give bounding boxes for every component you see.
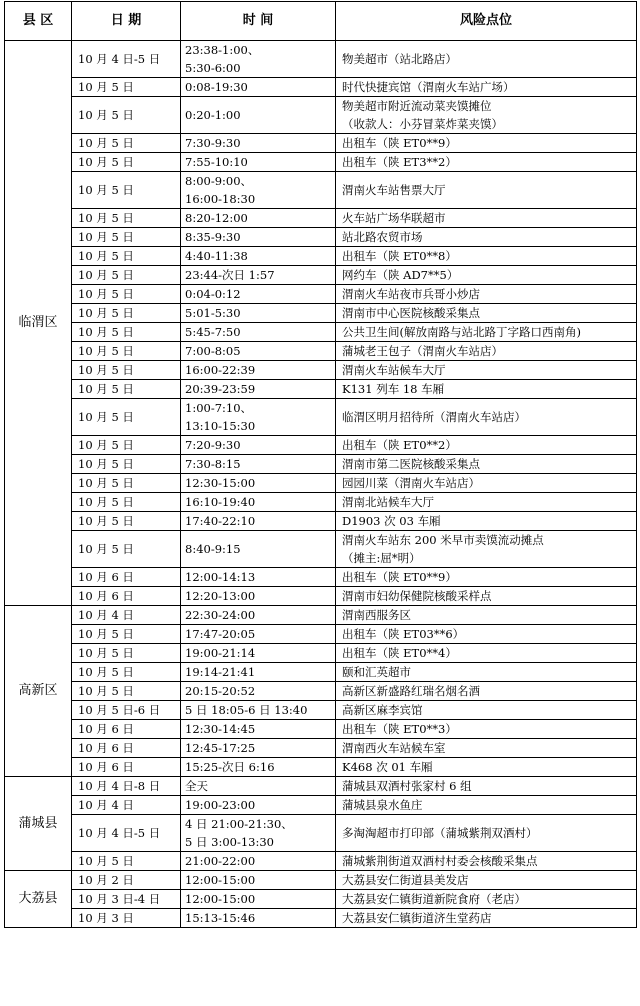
date-cell: 10 月 5 日 (72, 682, 181, 701)
location-cell (336, 247, 637, 266)
date-cell: 10 月 6 日 (72, 568, 181, 587)
time-cell (181, 493, 336, 512)
time-line: 7:55-10:10 (185, 155, 248, 169)
date-cell: 10 月 6 日 (72, 720, 181, 739)
table-row (5, 436, 637, 455)
location-line: 渭南西服务区 (342, 608, 411, 622)
time-line: 15:25-次日 6:16 (185, 760, 275, 774)
location-cell (336, 625, 637, 644)
time-cell (181, 134, 336, 153)
location-line: 高新区新盛路红瑞名烟名酒 (342, 684, 480, 698)
location-cell (336, 531, 637, 568)
time-cell (181, 380, 336, 399)
time-line: 21:00-22:00 (185, 854, 256, 868)
location-cell (336, 606, 637, 625)
date-cell: 10 月 4 日-5 日 (72, 815, 181, 852)
location-cell (336, 323, 637, 342)
location-line: 渭南火车站候车大厅 (342, 363, 446, 377)
location-cell (336, 304, 637, 323)
time-line: 17:40-22:10 (185, 514, 256, 528)
table-header-row (5, 2, 637, 41)
time-cell (181, 474, 336, 493)
time-line: 15:13-15:46 (185, 911, 256, 925)
location-line: 园园川菜（渭南火车站店） (342, 476, 480, 490)
location-line: 高新区麻李宾馆 (342, 703, 423, 717)
date-cell: 10 月 5 日 (72, 512, 181, 531)
location-cell (336, 682, 637, 701)
location-cell (336, 512, 637, 531)
location-line: 站北路农贸市场 (342, 230, 423, 244)
location-cell (336, 41, 637, 78)
time-cell (181, 663, 336, 682)
date-cell: 10 月 4 日-8 日 (72, 777, 181, 796)
table-row (5, 512, 637, 531)
table-row (5, 134, 637, 153)
header-date: 日 期 (72, 2, 181, 41)
location-cell (336, 909, 637, 928)
table-row (5, 852, 637, 871)
date-cell: 10 月 6 日 (72, 739, 181, 758)
table-row (5, 209, 637, 228)
time-cell (181, 304, 336, 323)
date-cell: 10 月 5 日 (72, 399, 181, 436)
location-line: 渭南火车站东 200 米早市卖馍流动摊点 (342, 533, 544, 547)
time-line: 16:00-18:30 (185, 192, 256, 206)
location-cell (336, 436, 637, 455)
table-row (5, 871, 637, 890)
table-row (5, 97, 637, 134)
location-cell (336, 796, 637, 815)
date-cell: 10 月 5 日 (72, 663, 181, 682)
location-line: 多淘淘超市打印部（蒲城紫荆双酒村） (342, 826, 538, 840)
location-cell (336, 266, 637, 285)
location-cell (336, 153, 637, 172)
county-cell: 蒲城县 (5, 777, 72, 871)
date-cell: 10 月 5 日 (72, 228, 181, 247)
time-cell (181, 909, 336, 928)
location-cell (336, 493, 637, 512)
time-line: 23:38-1:00、 (185, 43, 260, 57)
risk-table (4, 1, 637, 928)
table-row (5, 228, 637, 247)
location-cell (336, 399, 637, 436)
table-row (5, 587, 637, 606)
time-cell (181, 361, 336, 380)
table-row (5, 606, 637, 625)
location-line: 颐和汇英超市 (342, 665, 411, 679)
table-row (5, 568, 637, 587)
table-row (5, 172, 637, 209)
location-line: 物美超市附近流动菜夹馍摊位 (342, 99, 492, 113)
location-line: 出租车（陕 ET3**2） (342, 155, 457, 169)
location-line: 蒲城老王包子（渭南火车站店） (342, 344, 503, 358)
time-line: 5:45-7:50 (185, 325, 241, 339)
location-line: 出租车（陕 ET0**2） (342, 438, 457, 452)
time-line: 7:20-9:30 (185, 438, 241, 452)
time-cell (181, 285, 336, 304)
date-cell: 10 月 5 日-6 日 (72, 701, 181, 720)
location-line: （收款人：小芬冒菜炸菜夹馍） (342, 117, 503, 131)
date-cell: 10 月 5 日 (72, 78, 181, 97)
table-row (5, 342, 637, 361)
time-cell (181, 777, 336, 796)
location-cell (336, 871, 637, 890)
location-cell (336, 285, 637, 304)
table-row (5, 815, 637, 852)
date-cell: 10 月 6 日 (72, 587, 181, 606)
time-line: 0:04-0:12 (185, 287, 241, 301)
location-line: （摊主:屈*明） (342, 551, 421, 565)
location-cell (336, 361, 637, 380)
county-cell: 临渭区 (5, 41, 72, 606)
time-line: 19:14-21:41 (185, 665, 256, 679)
location-cell (336, 97, 637, 134)
time-cell (181, 512, 336, 531)
time-cell (181, 871, 336, 890)
table-row (5, 701, 637, 720)
time-cell (181, 720, 336, 739)
table-row (5, 493, 637, 512)
location-cell (336, 852, 637, 871)
location-line: 渭南市中心医院核酸采集点 (342, 306, 480, 320)
table-row (5, 796, 637, 815)
time-line: 5 日 18:05-6 日 13:40 (185, 703, 308, 717)
time-line: 7:00-8:05 (185, 344, 241, 358)
time-line: 全天 (185, 779, 208, 793)
time-cell (181, 796, 336, 815)
time-cell (181, 568, 336, 587)
table-row (5, 777, 637, 796)
header-time: 时 间 (181, 2, 336, 41)
table-row (5, 323, 637, 342)
time-line: 5:01-5:30 (185, 306, 241, 320)
location-line: 大荔县安仁街道县美发店 (342, 873, 469, 887)
time-line: 12:20-13:00 (185, 589, 256, 603)
time-cell (181, 342, 336, 361)
time-line: 19:00-21:14 (185, 646, 256, 660)
table-row (5, 663, 637, 682)
location-line: 公共卫生间(解放南路与站北路丁字路口西南角) (342, 325, 581, 339)
date-cell: 10 月 3 日-4 日 (72, 890, 181, 909)
time-line: 1:00-7:10、 (185, 401, 253, 415)
time-cell (181, 209, 336, 228)
table-row (5, 361, 637, 380)
time-line: 13:10-15:30 (185, 419, 256, 433)
location-cell (336, 587, 637, 606)
time-line: 19:00-23:00 (185, 798, 256, 812)
time-line: 20:15-20:52 (185, 684, 256, 698)
time-cell (181, 682, 336, 701)
time-cell (181, 228, 336, 247)
time-line: 16:10-19:40 (185, 495, 256, 509)
table-row (5, 474, 637, 493)
date-cell: 10 月 5 日 (72, 134, 181, 153)
time-line: 12:00-15:00 (185, 892, 256, 906)
time-line: 8:35-9:30 (185, 230, 241, 244)
location-line: K131 列车 18 车厢 (342, 382, 445, 396)
location-line: 蒲城县双酒村张家村 6 组 (342, 779, 472, 793)
time-cell (181, 587, 336, 606)
time-line: 4:40-11:38 (185, 249, 248, 263)
date-cell: 10 月 5 日 (72, 304, 181, 323)
location-line: 渭南市妇幼保健院核酸采样点 (342, 589, 492, 603)
location-cell (336, 777, 637, 796)
time-cell (181, 172, 336, 209)
time-line: 8:20-12:00 (185, 211, 248, 225)
date-cell: 10 月 4 日 (72, 606, 181, 625)
time-cell (181, 625, 336, 644)
location-line: 大荔县安仁镇街道新院食府（老店） (342, 892, 526, 906)
table-row (5, 644, 637, 663)
location-line: 临渭区明月招待所（渭南火车站店） (342, 410, 526, 424)
time-cell (181, 455, 336, 474)
time-cell (181, 890, 336, 909)
date-cell: 10 月 5 日 (72, 493, 181, 512)
date-cell: 10 月 5 日 (72, 380, 181, 399)
time-line: 8:00-9:00、 (185, 174, 253, 188)
time-cell (181, 97, 336, 134)
time-line: 0:08-19:30 (185, 80, 248, 94)
table-row (5, 531, 637, 568)
time-line: 23:44-次日 1:57 (185, 268, 275, 282)
date-cell: 10 月 5 日 (72, 625, 181, 644)
location-cell (336, 474, 637, 493)
header-county: 县 区 (5, 2, 72, 41)
table-row (5, 285, 637, 304)
time-line: 17:47-20:05 (185, 627, 256, 641)
location-cell (336, 209, 637, 228)
time-cell (181, 153, 336, 172)
location-cell (336, 890, 637, 909)
date-cell: 10 月 5 日 (72, 323, 181, 342)
time-line: 5:30-6:00 (185, 61, 241, 75)
time-line: 5 日 3:00-13:30 (185, 835, 274, 849)
date-cell: 10 月 3 日 (72, 909, 181, 928)
table-row (5, 909, 637, 928)
time-cell (181, 266, 336, 285)
date-cell: 10 月 5 日 (72, 266, 181, 285)
time-line: 8:40-9:15 (185, 542, 241, 556)
location-cell (336, 663, 637, 682)
table-row (5, 890, 637, 909)
time-line: 12:00-15:00 (185, 873, 256, 887)
time-cell (181, 815, 336, 852)
location-line: 出租车（陕 ET0**3） (342, 722, 457, 736)
date-cell: 10 月 5 日 (72, 644, 181, 663)
table-row (5, 153, 637, 172)
date-cell: 10 月 5 日 (72, 153, 181, 172)
location-cell (336, 720, 637, 739)
location-cell (336, 78, 637, 97)
time-cell (181, 41, 336, 78)
location-cell (336, 380, 637, 399)
date-cell: 10 月 5 日 (72, 172, 181, 209)
table-row (5, 304, 637, 323)
date-cell: 10 月 4 日 (72, 796, 181, 815)
time-line: 20:39-23:59 (185, 382, 256, 396)
header-location: 风险点位 (336, 2, 637, 41)
time-cell (181, 323, 336, 342)
table-row (5, 682, 637, 701)
table-row (5, 455, 637, 474)
date-cell: 10 月 2 日 (72, 871, 181, 890)
time-line: 7:30-9:30 (185, 136, 241, 150)
table-row (5, 739, 637, 758)
location-line: 蒲城县泉水鱼庄 (342, 798, 423, 812)
location-line: 网约车（陕 AD7**5） (342, 268, 459, 282)
time-line: 12:30-15:00 (185, 476, 256, 490)
table-row (5, 720, 637, 739)
time-cell (181, 247, 336, 266)
time-line: 22:30-24:00 (185, 608, 256, 622)
time-cell (181, 399, 336, 436)
time-line: 12:30-14:45 (185, 722, 256, 736)
date-cell: 10 月 5 日 (72, 455, 181, 474)
location-cell (336, 134, 637, 153)
time-cell (181, 606, 336, 625)
county-cell: 高新区 (5, 606, 72, 777)
table-row (5, 758, 637, 777)
table-row (5, 247, 637, 266)
date-cell: 10 月 5 日 (72, 209, 181, 228)
location-cell (336, 701, 637, 720)
time-line: 16:00-22:39 (185, 363, 256, 377)
date-cell: 10 月 5 日 (72, 531, 181, 568)
date-cell: 10 月 5 日 (72, 436, 181, 455)
location-line: K468 次 01 车厢 (342, 760, 433, 774)
date-cell: 10 月 5 日 (72, 361, 181, 380)
time-cell (181, 758, 336, 777)
location-line: 时代快捷宾馆（渭南火车站广场） (342, 80, 515, 94)
location-line: D1903 次 03 车厢 (342, 514, 441, 528)
location-cell (336, 815, 637, 852)
time-line: 0:20-1:00 (185, 108, 241, 122)
location-line: 出租车（陕 ET0**8） (342, 249, 457, 263)
location-line: 物美超市（站北路店） (342, 52, 457, 66)
location-line: 大荔县安仁镇街道济生堂药店 (342, 911, 492, 925)
date-cell: 10 月 5 日 (72, 247, 181, 266)
location-cell (336, 172, 637, 209)
county-cell: 大荔县 (5, 871, 72, 928)
location-line: 出租车（陕 ET03**6） (342, 627, 465, 641)
time-cell (181, 78, 336, 97)
location-cell (336, 739, 637, 758)
time-line: 7:30-8:15 (185, 457, 241, 471)
time-cell (181, 701, 336, 720)
location-line: 火车站广场华联超市 (342, 211, 446, 225)
date-cell: 10 月 5 日 (72, 97, 181, 134)
location-line: 渭南火车站夜市兵哥小炒店 (342, 287, 480, 301)
date-cell: 10 月 5 日 (72, 852, 181, 871)
date-cell: 10 月 5 日 (72, 342, 181, 361)
location-line: 出租车（陕 ET0**9） (342, 136, 457, 150)
table-row (5, 625, 637, 644)
location-cell (336, 644, 637, 663)
table-row (5, 380, 637, 399)
time-line: 12:45-17:25 (185, 741, 256, 755)
table-body (5, 41, 637, 928)
time-line: 12:00-14:13 (185, 570, 256, 584)
time-cell (181, 436, 336, 455)
date-cell: 10 月 5 日 (72, 474, 181, 493)
time-cell (181, 739, 336, 758)
location-line: 蒲城紫荆街道双酒村村委会核酸采集点 (342, 854, 538, 868)
location-line: 出租车（陕 ET0**9） (342, 570, 457, 584)
table-row (5, 266, 637, 285)
time-cell (181, 644, 336, 663)
location-line: 渭南北站候车大厅 (342, 495, 434, 509)
location-cell (336, 568, 637, 587)
location-line: 出租车（陕 ET0**4） (342, 646, 457, 660)
location-cell (336, 758, 637, 777)
time-cell (181, 852, 336, 871)
location-cell (336, 455, 637, 474)
date-cell: 10 月 5 日 (72, 285, 181, 304)
time-cell (181, 531, 336, 568)
date-cell: 10 月 4 日-5 日 (72, 41, 181, 78)
location-line: 渭南西火车站候车室 (342, 741, 446, 755)
time-line: 4 日 21:00-21:30、 (185, 817, 293, 831)
location-cell (336, 342, 637, 361)
table-row (5, 41, 637, 78)
table-row (5, 399, 637, 436)
table-row (5, 78, 637, 97)
location-line: 渭南市第二医院核酸采集点 (342, 457, 480, 471)
location-line: 渭南火车站售票大厅 (342, 183, 446, 197)
location-cell (336, 228, 637, 247)
date-cell: 10 月 6 日 (72, 758, 181, 777)
